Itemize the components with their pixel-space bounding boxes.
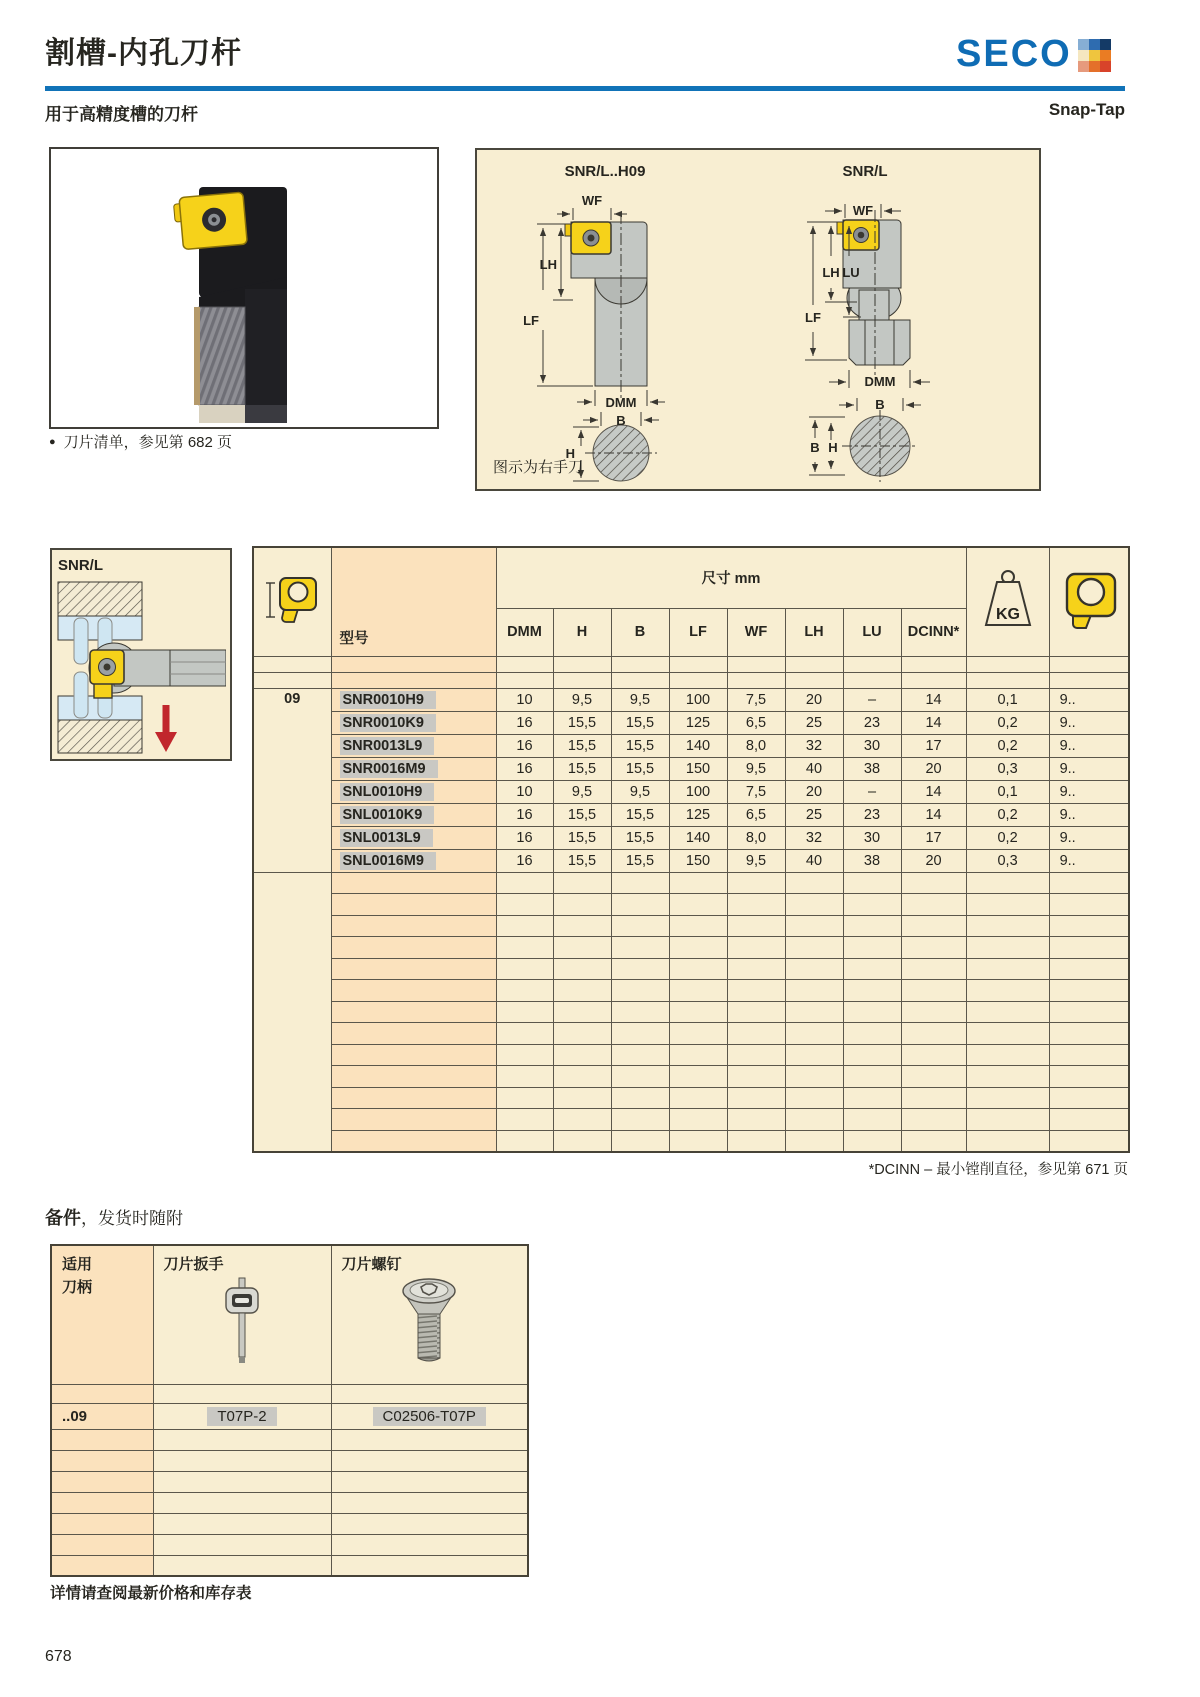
- table-row: [253, 780, 1129, 803]
- dim-cell: 6,5: [727, 711, 785, 734]
- col-lh: LH: [785, 608, 843, 656]
- dim-cell: 14: [901, 688, 966, 711]
- weight-column-header: [966, 547, 1049, 656]
- dim-cell: 9,5: [727, 757, 785, 780]
- dim-cell: 6,5: [727, 803, 785, 826]
- logo-square: [1089, 50, 1100, 61]
- dim-cell: 32: [785, 734, 843, 757]
- dim-cell: 125: [669, 803, 727, 826]
- screw-header-cell: [331, 1245, 528, 1384]
- application-drawing: [52, 550, 226, 755]
- seco-logo-text: SECO: [956, 33, 1072, 75]
- empty-row: [253, 872, 1129, 894]
- empty-row: [253, 958, 1129, 980]
- wrench-header-cell: [153, 1245, 331, 1384]
- spares-heading-rest: ，发货时随附: [81, 1209, 183, 1228]
- section-subtitle: 用于高精度槽的刀杆: [45, 105, 198, 124]
- kg-weight-icon: [978, 568, 1038, 632]
- model-cell: SNL0010H9: [331, 780, 496, 803]
- dim-cell: 17: [901, 826, 966, 849]
- model-cell: SNR0013L9: [331, 734, 496, 757]
- dim-cell: 14: [901, 803, 966, 826]
- spacer-row: [51, 1384, 528, 1403]
- accessory-empty-rows: [51, 1429, 528, 1576]
- dim-dmm-right: DMM: [864, 374, 896, 389]
- bullet-icon: ●: [49, 436, 56, 448]
- dim-b-left: B: [616, 413, 626, 428]
- empty-row: [51, 1450, 528, 1471]
- dim-cell: 23: [843, 711, 901, 734]
- insert-list-note-text: 刀片清单，参见第 682 页: [63, 434, 233, 451]
- dim-cell: –: [843, 688, 901, 711]
- table-row: [253, 688, 1129, 711]
- model-cell: SNL0013L9: [331, 826, 496, 849]
- insert-large-icon: [1057, 571, 1121, 629]
- feed-direction-arrow: [155, 705, 177, 752]
- col-b: B: [611, 608, 669, 656]
- series-name: Snap-Tap: [1048, 100, 1125, 119]
- dim-lu-right: LU: [842, 265, 860, 280]
- dim-cell: 15,5: [611, 826, 669, 849]
- header-rule: [45, 86, 1125, 91]
- model-cell: SNR0016M9: [331, 757, 496, 780]
- dim-cell: 23: [843, 803, 901, 826]
- dim-cell: 15,5: [611, 711, 669, 734]
- dim-cell: 20: [785, 780, 843, 803]
- empty-row: [253, 1109, 1129, 1131]
- empty-row: [253, 980, 1129, 1002]
- empty-row: [51, 1513, 528, 1534]
- empty-row: [253, 1130, 1129, 1152]
- logo-square: [1100, 39, 1111, 50]
- empty-rows: [253, 872, 1129, 1152]
- dim-cell: 9,5: [553, 780, 611, 803]
- empty-row: [51, 1429, 528, 1450]
- application-title: SNR/L: [58, 557, 103, 574]
- dim-cell: 150: [669, 757, 727, 780]
- dim-cell: 15,5: [553, 803, 611, 826]
- insert-ref-cell: 9..: [1049, 826, 1129, 849]
- model-cell: SNR0010K9: [331, 711, 496, 734]
- empty-row: [253, 1023, 1129, 1045]
- logo-square: [1089, 39, 1100, 50]
- table-row: [253, 826, 1129, 849]
- dim-cell: 14: [901, 711, 966, 734]
- accessory-row: [51, 1403, 528, 1429]
- dim-cell: 0,3: [966, 849, 1049, 872]
- dim-cell: 16: [496, 757, 553, 780]
- insert-style-icon-cell: [253, 547, 331, 656]
- empty-row: [253, 915, 1129, 937]
- holder-header-line1: 适用: [62, 1256, 93, 1273]
- dim-lf-right: LF: [805, 310, 821, 325]
- insert-ref-cell: 9..: [1049, 757, 1129, 780]
- dim-dmm-left: DMM: [605, 395, 637, 410]
- dim-cell: 25: [785, 803, 843, 826]
- spares-heading-bold: 备件: [45, 1208, 81, 1228]
- model-cell: SNL0016M9: [331, 849, 496, 872]
- empty-row: [51, 1534, 528, 1555]
- empty-row: [253, 1087, 1129, 1109]
- insert-ref-cell: 9..: [1049, 734, 1129, 757]
- dim-cell: 20: [901, 849, 966, 872]
- dim-lh-right: LH: [822, 265, 840, 280]
- wrench-header-label: 刀片扳手: [163, 1256, 224, 1273]
- logo-square: [1078, 39, 1089, 50]
- dim-cell: 100: [669, 688, 727, 711]
- logo-square: [1100, 50, 1111, 61]
- dim-cell: 38: [843, 849, 901, 872]
- dcinn-footnote: *DCINN – 最小镗削直径，参见第 671 页: [868, 1162, 1128, 1178]
- screw-header-label: 刀片螺钉: [341, 1256, 402, 1273]
- dim-cell: 16: [496, 826, 553, 849]
- dimensions-table: [252, 546, 1130, 1153]
- product-photo: [49, 147, 439, 429]
- size-header: 尺寸 mm: [496, 547, 966, 608]
- dim-cell: 32: [785, 826, 843, 849]
- dim-cell: 9,5: [611, 688, 669, 711]
- dim-cell: 100: [669, 780, 727, 803]
- empty-row: [51, 1555, 528, 1576]
- empty-row: [253, 1066, 1129, 1088]
- spares-heading: [45, 1204, 183, 1230]
- diagram-right-title: SNR/L: [842, 163, 888, 180]
- empty-row: [51, 1492, 528, 1513]
- model-cell: SNL0010K9: [331, 803, 496, 826]
- dimension-drawings: [477, 150, 1035, 485]
- dim-cell: 7,5: [727, 688, 785, 711]
- dim-cell: 9,5: [727, 849, 785, 872]
- insert-screw-icon: [393, 1274, 465, 1366]
- col-dmm: DMM: [496, 608, 553, 656]
- dim-cell: 15,5: [611, 757, 669, 780]
- diagram-left-title: SNR/L..H09: [564, 163, 646, 180]
- diagram-caption: 图示为右手刀: [493, 459, 584, 476]
- dim-cell: 38: [843, 757, 901, 780]
- insert-icon: [264, 575, 320, 625]
- dim-cell: 40: [785, 849, 843, 872]
- dim-cell: 15,5: [553, 711, 611, 734]
- col-lf: LF: [669, 608, 727, 656]
- dim-cell: 15,5: [553, 757, 611, 780]
- accessories-table: [50, 1244, 529, 1577]
- dim-lf-left: LF: [523, 313, 539, 328]
- table-row: [253, 711, 1129, 734]
- empty-row: [253, 1001, 1129, 1023]
- application-diagram: [50, 548, 232, 761]
- table-row: [253, 757, 1129, 780]
- dimension-diagram: [475, 148, 1041, 491]
- holder-header-line2: 刀柄: [62, 1279, 93, 1296]
- empty-row: [51, 1471, 528, 1492]
- dim-cell: 10: [496, 688, 553, 711]
- insert-ref-column-header: [1049, 547, 1129, 656]
- empty-row: [253, 894, 1129, 916]
- dim-cell: 30: [843, 826, 901, 849]
- dim-cell: 15,5: [611, 803, 669, 826]
- logo-square: [1100, 61, 1111, 72]
- table-row: [253, 734, 1129, 757]
- dim-cell: 0,1: [966, 780, 1049, 803]
- insert-ref-cell: 9..: [1049, 849, 1129, 872]
- dim-cell: 15,5: [553, 826, 611, 849]
- dim-cell: 15,5: [611, 849, 669, 872]
- table-row: [253, 849, 1129, 872]
- price-stock-note: 详情请查阅最新价格和库存表: [50, 1585, 252, 1602]
- dim-cell: 16: [496, 711, 553, 734]
- dim-lh-left: LH: [539, 257, 557, 272]
- logo-square: [1089, 61, 1100, 72]
- dim-cell: 15,5: [553, 849, 611, 872]
- dim-cell: 16: [496, 849, 553, 872]
- col-wf: WF: [727, 608, 785, 656]
- dim-cell: 17: [901, 734, 966, 757]
- dim-cell: 8,0: [727, 734, 785, 757]
- dim-cell: 140: [669, 734, 727, 757]
- dim-h-right: H: [828, 440, 838, 455]
- insert-list-note: [49, 431, 232, 452]
- col-h: H: [553, 608, 611, 656]
- wrench-value: T07P-2: [153, 1403, 331, 1429]
- dim-cell: 30: [843, 734, 901, 757]
- insert-in-photo: [173, 192, 247, 250]
- col-dcinn: DCINN*: [901, 608, 966, 656]
- insert-ref-cell: 9..: [1049, 688, 1129, 711]
- insert-ref-cell: 9..: [1049, 803, 1129, 826]
- table-row: [253, 803, 1129, 826]
- dim-cell: 125: [669, 711, 727, 734]
- dim-cell: 25: [785, 711, 843, 734]
- dim-cell: 0,3: [966, 757, 1049, 780]
- model-cell: SNR0010H9: [331, 688, 496, 711]
- page-title: 割槽-内孔刀杆: [45, 37, 242, 70]
- seco-logo: [956, 33, 1111, 75]
- kg-label: KG: [995, 605, 1020, 623]
- dim-cell: 16: [496, 803, 553, 826]
- dim-cell: 9,5: [611, 780, 669, 803]
- dim-cell: –: [843, 780, 901, 803]
- group-label-cell: 09: [253, 688, 331, 872]
- dim-b-right: B: [875, 397, 885, 412]
- logo-square: [1078, 61, 1089, 72]
- dim-cell: 0,2: [966, 734, 1049, 757]
- dim-cell: 0,2: [966, 803, 1049, 826]
- dim-cell: 14: [901, 780, 966, 803]
- page-number: 678: [45, 1648, 72, 1665]
- dim-cell: 15,5: [611, 734, 669, 757]
- dim-b2-right: B: [810, 440, 820, 455]
- dim-cell: 0,2: [966, 826, 1049, 849]
- holder-value: ..09: [51, 1403, 153, 1429]
- torx-wrench-icon: [216, 1274, 268, 1366]
- spacer-row: [253, 672, 1129, 688]
- dim-cell: 0,1: [966, 688, 1049, 711]
- dim-cell: 0,2: [966, 711, 1049, 734]
- dim-cell: 150: [669, 849, 727, 872]
- empty-row: [253, 937, 1129, 959]
- seco-logo-squares: [1078, 39, 1111, 72]
- insert-ref-cell: 9..: [1049, 780, 1129, 803]
- dim-cell: 9,5: [553, 688, 611, 711]
- dim-wf-left: WF: [581, 193, 603, 208]
- empty-row: [253, 1044, 1129, 1066]
- tool-photo-illustration: [51, 149, 433, 423]
- dim-cell: 8,0: [727, 826, 785, 849]
- model-column-header: 型号: [331, 547, 496, 656]
- dim-cell: 7,5: [727, 780, 785, 803]
- data-rows: [253, 688, 1129, 872]
- screw-value: C02506-T07P: [331, 1403, 528, 1429]
- col-lu: LU: [843, 608, 901, 656]
- dim-wf-right: WF: [852, 203, 874, 218]
- dim-cell: 16: [496, 734, 553, 757]
- logo-square: [1078, 50, 1089, 61]
- spacer-row: [253, 656, 1129, 672]
- dim-cell: 40: [785, 757, 843, 780]
- dim-cell: 15,5: [553, 734, 611, 757]
- dim-h-left: H: [565, 446, 575, 461]
- holder-header-cell: [51, 1245, 153, 1384]
- dim-cell: 20: [901, 757, 966, 780]
- insert-ref-cell: 9..: [1049, 711, 1129, 734]
- dim-cell: 10: [496, 780, 553, 803]
- dim-cell: 20: [785, 688, 843, 711]
- dim-cell: 140: [669, 826, 727, 849]
